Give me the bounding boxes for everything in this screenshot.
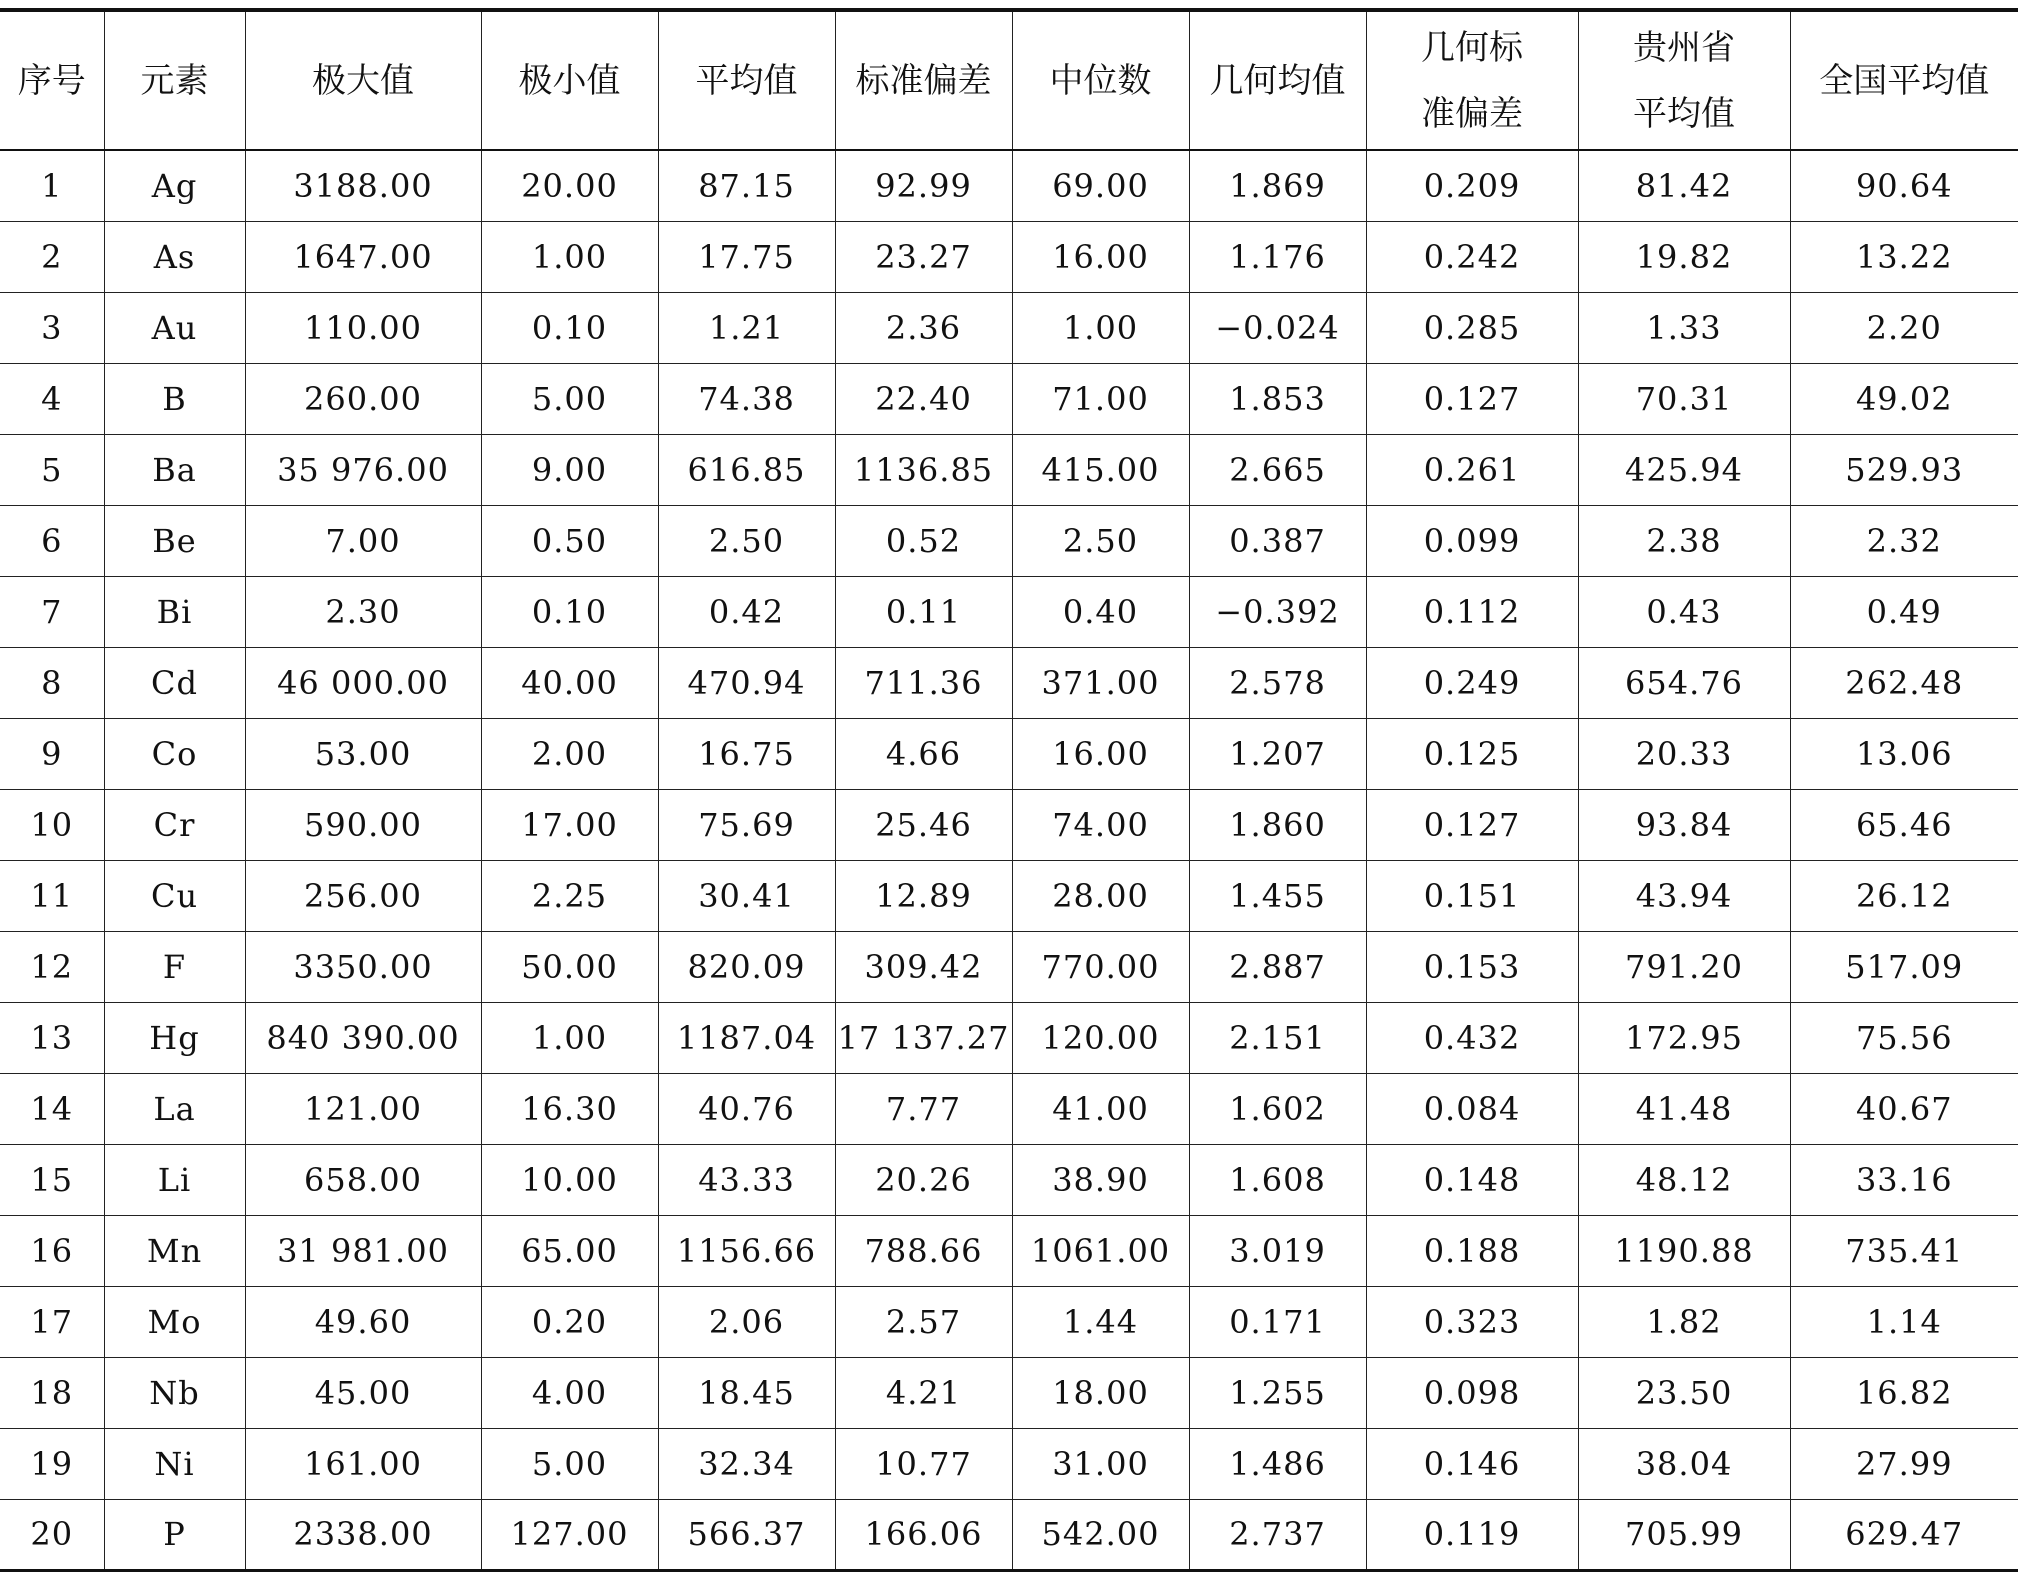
table-row	[0, 1499, 2018, 1570]
cell-mean: 566.37	[658, 1499, 835, 1570]
cell-geo-std-dev: 0.148	[1366, 1144, 1578, 1215]
cell-min: 17.00	[481, 789, 658, 860]
cell-geo-mean: 1.255	[1189, 1357, 1366, 1428]
cell-element: Ni	[104, 1428, 245, 1499]
cell-max: 3350.00	[245, 931, 481, 1002]
cell-min: 50.00	[481, 931, 658, 1002]
cell-index: 5	[41, 450, 63, 489]
cell-geo-mean: 1.869	[1189, 150, 1366, 221]
cell-median: 74.00	[1012, 789, 1189, 860]
cell-national-mean: 2.20	[1790, 292, 2018, 363]
cell-national-mean: 16.82	[1790, 1357, 2018, 1428]
cell-mean: 470.94	[658, 647, 835, 718]
cell-median: 18.00	[1012, 1357, 1189, 1428]
cell-std-dev: 166.06	[835, 1499, 1012, 1570]
cell-national-mean: 27.99	[1790, 1428, 2018, 1499]
cell-guizhou-mean: 93.84	[1578, 789, 1790, 860]
table-row	[0, 931, 2018, 1002]
cell-guizhou-mean: 20.33	[1578, 718, 1790, 789]
cell-national-mean: 0.49	[1790, 576, 2018, 647]
header-text-line: 极大值	[312, 60, 414, 101]
cell-national-mean: 13.06	[1790, 718, 2018, 789]
header-text-line: 平均值	[1633, 93, 1735, 134]
cell-max: 1647.00	[245, 221, 481, 292]
cell-min: 1.00	[481, 221, 658, 292]
cell-median: 16.00	[1012, 221, 1189, 292]
cell-median: 38.90	[1012, 1144, 1189, 1215]
cell-national-mean: 65.46	[1790, 789, 2018, 860]
cell-national-mean: 49.02	[1790, 363, 2018, 434]
table-row	[0, 150, 2018, 221]
cell-mean: 1187.04	[658, 1002, 835, 1073]
cell-mean: 75.69	[658, 789, 835, 860]
cell-element: B	[104, 363, 245, 434]
table-row	[0, 1144, 2018, 1215]
header-text-line: 极小值	[518, 60, 621, 101]
cell-max: 53.00	[245, 718, 481, 789]
cell-geo-mean: 1.860	[1189, 789, 1366, 860]
cell-mean: 2.06	[658, 1286, 835, 1357]
cell-geo-mean: 2.151	[1189, 1002, 1366, 1073]
table-row	[0, 1286, 2018, 1357]
cell-geo-mean: 2.578	[1189, 647, 1366, 718]
cell-geo-mean: 1.176	[1189, 221, 1366, 292]
cell-guizhou-mean: 48.12	[1578, 1144, 1790, 1215]
header-text-line: 贵州省	[1633, 27, 1735, 68]
cell-guizhou-mean: 23.50	[1578, 1357, 1790, 1428]
cell-std-dev: 788.66	[835, 1215, 1012, 1286]
cell-index: 7	[41, 592, 63, 631]
cell-median: 415.00	[1012, 434, 1189, 505]
header-row	[0, 10, 2018, 150]
header-text-line: 中位数	[1049, 60, 1152, 101]
cell-min: 0.10	[481, 292, 658, 363]
cell-median: 0.40	[1012, 576, 1189, 647]
cell-geo-mean: 1.602	[1189, 1073, 1366, 1144]
col-header-geo-mean	[1189, 10, 1366, 150]
cell-element: La	[104, 1073, 245, 1144]
cell-geo-std-dev: 0.146	[1366, 1428, 1578, 1499]
col-header-national-mean	[1790, 10, 2018, 150]
cell-median: 770.00	[1012, 931, 1189, 1002]
col-header-max	[245, 10, 481, 150]
table-row	[0, 1428, 2018, 1499]
cell-guizhou-mean: 43.94	[1578, 860, 1790, 931]
cell-median: 371.00	[1012, 647, 1189, 718]
cell-min: 5.00	[481, 363, 658, 434]
cell-min: 127.00	[481, 1499, 658, 1570]
cell-geo-std-dev: 0.119	[1366, 1499, 1578, 1570]
cell-max: 46 000.00	[245, 647, 481, 718]
cell-index: 12	[30, 947, 74, 986]
cell-index: 10	[30, 805, 74, 844]
cell-guizhou-mean: 2.38	[1578, 505, 1790, 576]
cell-std-dev: 92.99	[835, 150, 1012, 221]
cell-national-mean: 1.14	[1790, 1286, 2018, 1357]
cell-element: Cu	[104, 860, 245, 931]
cell-geo-mean: 1.207	[1189, 718, 1366, 789]
cell-median: 71.00	[1012, 363, 1189, 434]
cell-element: Cd	[104, 647, 245, 718]
cell-std-dev: 711.36	[835, 647, 1012, 718]
col-header-index	[0, 10, 104, 150]
cell-national-mean: 40.67	[1790, 1073, 2018, 1144]
cell-min: 4.00	[481, 1357, 658, 1428]
cell-min: 40.00	[481, 647, 658, 718]
cell-max: 7.00	[245, 505, 481, 576]
header-text-line: 平均值	[695, 60, 798, 101]
cell-geo-std-dev: 0.112	[1366, 576, 1578, 647]
cell-national-mean: 2.32	[1790, 505, 2018, 576]
cell-geo-std-dev: 0.099	[1366, 505, 1578, 576]
cell-max: 260.00	[245, 363, 481, 434]
cell-std-dev: 25.46	[835, 789, 1012, 860]
cell-geo-std-dev: 0.432	[1366, 1002, 1578, 1073]
cell-min: 9.00	[481, 434, 658, 505]
table-body	[0, 150, 2018, 1570]
table-row	[0, 221, 2018, 292]
cell-std-dev: 4.21	[835, 1357, 1012, 1428]
cell-index: 6	[41, 521, 63, 560]
cell-geo-mean: 1.608	[1189, 1144, 1366, 1215]
cell-max: 45.00	[245, 1357, 481, 1428]
cell-min: 20.00	[481, 150, 658, 221]
cell-index: 4	[41, 379, 63, 418]
cell-mean: 616.85	[658, 434, 835, 505]
cell-index: 17	[30, 1302, 74, 1341]
cell-std-dev: 17 137.27	[835, 1002, 1012, 1073]
cell-guizhou-mean: 41.48	[1578, 1073, 1790, 1144]
cell-std-dev: 1136.85	[835, 434, 1012, 505]
cell-median: 2.50	[1012, 505, 1189, 576]
cell-element: Nb	[104, 1357, 245, 1428]
cell-median: 28.00	[1012, 860, 1189, 931]
cell-min: 65.00	[481, 1215, 658, 1286]
cell-max: 121.00	[245, 1073, 481, 1144]
cell-std-dev: 12.89	[835, 860, 1012, 931]
cell-national-mean: 517.09	[1790, 931, 2018, 1002]
cell-national-mean: 26.12	[1790, 860, 2018, 931]
cell-median: 120.00	[1012, 1002, 1189, 1073]
cell-min: 10.00	[481, 1144, 658, 1215]
col-header-min	[481, 10, 658, 150]
cell-guizhou-mean: 425.94	[1578, 434, 1790, 505]
cell-index: 3	[41, 308, 63, 347]
cell-element: Be	[104, 505, 245, 576]
cell-element: As	[104, 221, 245, 292]
cell-geo-mean: −0.024	[1189, 292, 1366, 363]
cell-std-dev: 22.40	[835, 363, 1012, 434]
cell-min: 0.50	[481, 505, 658, 576]
cell-mean: 40.76	[658, 1073, 835, 1144]
cell-geo-mean: 3.019	[1189, 1215, 1366, 1286]
cell-mean: 16.75	[658, 718, 835, 789]
cell-guizhou-mean: 791.20	[1578, 931, 1790, 1002]
table-row	[0, 1002, 2018, 1073]
cell-max: 658.00	[245, 1144, 481, 1215]
cell-element: Cr	[104, 789, 245, 860]
table-row	[0, 1215, 2018, 1286]
cell-std-dev: 0.11	[835, 576, 1012, 647]
table-row	[0, 789, 2018, 860]
cell-geo-mean: 0.171	[1189, 1286, 1366, 1357]
cell-median: 1.00	[1012, 292, 1189, 363]
cell-national-mean: 262.48	[1790, 647, 2018, 718]
cell-max: 590.00	[245, 789, 481, 860]
cell-mean: 30.41	[658, 860, 835, 931]
cell-min: 2.00	[481, 718, 658, 789]
cell-element: Ba	[104, 434, 245, 505]
cell-guizhou-mean: 1.82	[1578, 1286, 1790, 1357]
cell-mean: 0.42	[658, 576, 835, 647]
table-row	[0, 860, 2018, 931]
cell-national-mean: 75.56	[1790, 1002, 2018, 1073]
cell-geo-std-dev: 0.127	[1366, 363, 1578, 434]
cell-national-mean: 529.93	[1790, 434, 2018, 505]
cell-index: 8	[41, 663, 63, 702]
cell-geo-mean: 0.387	[1189, 505, 1366, 576]
cell-geo-std-dev: 0.261	[1366, 434, 1578, 505]
col-header-median	[1012, 10, 1189, 150]
col-header-geo-std-dev	[1366, 10, 1578, 150]
cell-geo-std-dev: 0.242	[1366, 221, 1578, 292]
cell-element: Au	[104, 292, 245, 363]
cell-max: 840 390.00	[245, 1002, 481, 1073]
cell-min: 0.20	[481, 1286, 658, 1357]
cell-geo-std-dev: 0.098	[1366, 1357, 1578, 1428]
cell-max: 31 981.00	[245, 1215, 481, 1286]
cell-median: 1.44	[1012, 1286, 1189, 1357]
col-header-element	[104, 10, 245, 150]
header-text-line: 元素	[140, 60, 209, 101]
table-row	[0, 576, 2018, 647]
header-text-line: 序号	[17, 60, 86, 101]
header-text-line: 几何均值	[1209, 60, 1346, 101]
cell-element: Mn	[104, 1215, 245, 1286]
cell-element: Li	[104, 1144, 245, 1215]
cell-national-mean: 33.16	[1790, 1144, 2018, 1215]
table-header	[0, 10, 2018, 150]
cell-index: 19	[30, 1444, 74, 1483]
header-text-line: 准偏差	[1421, 93, 1523, 134]
cell-max: 35 976.00	[245, 434, 481, 505]
table-row	[0, 718, 2018, 789]
cell-geo-mean: 2.887	[1189, 931, 1366, 1002]
cell-median: 16.00	[1012, 718, 1189, 789]
cell-std-dev: 23.27	[835, 221, 1012, 292]
cell-mean: 18.45	[658, 1357, 835, 1428]
cell-geo-mean: −0.392	[1189, 576, 1366, 647]
cell-mean: 32.34	[658, 1428, 835, 1499]
cell-national-mean: 629.47	[1790, 1499, 2018, 1570]
cell-national-mean: 90.64	[1790, 150, 2018, 221]
cell-national-mean: 13.22	[1790, 221, 2018, 292]
cell-mean: 2.50	[658, 505, 835, 576]
cell-guizhou-mean: 654.76	[1578, 647, 1790, 718]
cell-guizhou-mean: 38.04	[1578, 1428, 1790, 1499]
cell-index: 13	[30, 1018, 74, 1057]
cell-geo-mean: 2.737	[1189, 1499, 1366, 1570]
cell-median: 1061.00	[1012, 1215, 1189, 1286]
cell-min: 5.00	[481, 1428, 658, 1499]
cell-index: 2	[41, 237, 63, 276]
cell-index: 20	[30, 1515, 74, 1553]
cell-national-mean: 735.41	[1790, 1215, 2018, 1286]
cell-max: 110.00	[245, 292, 481, 363]
cell-median: 69.00	[1012, 150, 1189, 221]
cell-geo-std-dev: 0.285	[1366, 292, 1578, 363]
cell-index: 14	[30, 1089, 74, 1128]
cell-mean: 74.38	[658, 363, 835, 434]
cell-std-dev: 7.77	[835, 1073, 1012, 1144]
cell-geo-std-dev: 0.125	[1366, 718, 1578, 789]
cell-geo-std-dev: 0.209	[1366, 150, 1578, 221]
cell-min: 1.00	[481, 1002, 658, 1073]
cell-geo-mean: 1.853	[1189, 363, 1366, 434]
table-row	[0, 434, 2018, 505]
header-text-line: 几何标	[1421, 27, 1523, 68]
cell-mean: 43.33	[658, 1144, 835, 1215]
cell-element: Bi	[104, 576, 245, 647]
cell-min: 2.25	[481, 860, 658, 931]
header-text-line: 标准偏差	[855, 60, 992, 101]
cell-mean: 1.21	[658, 292, 835, 363]
cell-index: 1	[41, 166, 63, 205]
cell-guizhou-mean: 172.95	[1578, 1002, 1790, 1073]
cell-index: 9	[41, 734, 63, 773]
table-row	[0, 647, 2018, 718]
cell-mean: 820.09	[658, 931, 835, 1002]
cell-guizhou-mean: 1.33	[1578, 292, 1790, 363]
cell-geo-std-dev: 0.127	[1366, 789, 1578, 860]
cell-index: 18	[30, 1373, 74, 1412]
cell-std-dev: 309.42	[835, 931, 1012, 1002]
cell-std-dev: 10.77	[835, 1428, 1012, 1499]
cell-element: Mo	[104, 1286, 245, 1357]
table-row	[0, 1073, 2018, 1144]
col-header-std-dev	[835, 10, 1012, 150]
cell-guizhou-mean: 0.43	[1578, 576, 1790, 647]
cell-mean: 17.75	[658, 221, 835, 292]
cell-guizhou-mean: 1190.88	[1578, 1215, 1790, 1286]
cell-median: 31.00	[1012, 1428, 1189, 1499]
cell-guizhou-mean: 705.99	[1578, 1499, 1790, 1570]
cell-std-dev: 20.26	[835, 1144, 1012, 1215]
cell-guizhou-mean: 19.82	[1578, 221, 1790, 292]
cell-max: 2.30	[245, 576, 481, 647]
cell-element: Co	[104, 718, 245, 789]
cell-max: 2338.00	[245, 1499, 481, 1570]
table-row	[0, 363, 2018, 434]
col-header-mean	[658, 10, 835, 150]
cell-element: Hg	[104, 1002, 245, 1073]
cell-std-dev: 4.66	[835, 718, 1012, 789]
cell-index: 16	[30, 1231, 74, 1270]
cell-geo-mean: 1.486	[1189, 1428, 1366, 1499]
cell-geo-std-dev: 0.249	[1366, 647, 1578, 718]
cell-std-dev: 2.57	[835, 1286, 1012, 1357]
cell-min: 16.30	[481, 1073, 658, 1144]
cell-guizhou-mean: 70.31	[1578, 363, 1790, 434]
table-row	[0, 292, 2018, 363]
cell-mean: 1156.66	[658, 1215, 835, 1286]
cell-max: 256.00	[245, 860, 481, 931]
cell-max: 161.00	[245, 1428, 481, 1499]
cell-std-dev: 0.52	[835, 505, 1012, 576]
cell-max: 3188.00	[245, 150, 481, 221]
cell-geo-std-dev: 0.151	[1366, 860, 1578, 931]
cell-element: F	[104, 931, 245, 1002]
cell-median: 542.00	[1012, 1499, 1189, 1570]
col-header-guizhou-mean	[1578, 10, 1790, 150]
cell-index: 15	[30, 1160, 74, 1199]
table-row	[0, 505, 2018, 576]
cell-geo-std-dev: 0.323	[1366, 1286, 1578, 1357]
cell-element: Ag	[104, 150, 245, 221]
cell-geo-std-dev: 0.188	[1366, 1215, 1578, 1286]
table-row	[0, 1357, 2018, 1428]
cell-geo-std-dev: 0.153	[1366, 931, 1578, 1002]
cell-geo-mean: 2.665	[1189, 434, 1366, 505]
cell-element: P	[104, 1499, 245, 1570]
cell-max: 49.60	[245, 1286, 481, 1357]
cell-median: 41.00	[1012, 1073, 1189, 1144]
cell-mean: 87.15	[658, 150, 835, 221]
cell-geo-std-dev: 0.084	[1366, 1073, 1578, 1144]
header-text-line: 全国平均值	[1819, 60, 1990, 101]
cell-index: 11	[30, 876, 74, 915]
cell-std-dev: 2.36	[835, 292, 1012, 363]
cell-geo-mean: 1.455	[1189, 860, 1366, 931]
cell-guizhou-mean: 81.42	[1578, 150, 1790, 221]
cell-min: 0.10	[481, 576, 658, 647]
element-statistics-table	[0, 8, 2018, 1572]
